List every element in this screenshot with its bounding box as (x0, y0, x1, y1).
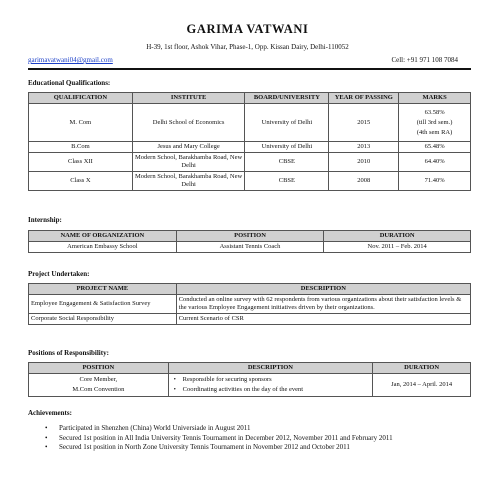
cell-year: 2013 (329, 142, 399, 153)
cell-institute: Delhi School of Economics (132, 104, 245, 142)
col-duration: DURATION (324, 231, 471, 242)
cell-qualification: Class XII (29, 153, 133, 172)
cell-year: 2008 (329, 172, 399, 191)
cell-description: Conducted an online survey with 62 respondents from various organizations about their satisfaction levels & the various Employee Engagement initiatives driven by their organizations. (176, 295, 470, 314)
list-item: • Coordinating activities on the day of the event (171, 385, 371, 395)
position-title: Core Member, (79, 376, 118, 383)
table-row (29, 374, 471, 397)
email-link[interactable]: garimavatwani04@gmail.com (28, 56, 113, 64)
table-row (29, 104, 471, 142)
cell-institute: Jesus and Mary College (132, 142, 245, 153)
col-institute: INSTITUTE (132, 93, 245, 104)
education-header-row (29, 93, 471, 104)
col-organization: NAME OF ORGANIZATION (29, 231, 177, 242)
table-row (29, 153, 471, 172)
list-item: • Secured 1st position in All India University Tennis Tournament in December 2012, November 2011 and February 2011 (43, 434, 468, 444)
cell-board: CBSE (245, 172, 329, 191)
col-marks: MARKS (399, 93, 471, 104)
responsibility-list (171, 375, 371, 395)
marks-note: (till 3rd sem.) (416, 118, 453, 126)
education-heading: Educational Qualifications: (28, 79, 111, 87)
address: H-39, 1st floor, Ashok Vihar, Phase-1, Opp. Kissan Dairy, Delhi-110052 (146, 43, 349, 51)
cell-board: University of Delhi (245, 142, 329, 153)
cell-project-name: Corporate Social Responsibility (29, 314, 177, 325)
positions-heading: Positions of Responsibility: (28, 349, 109, 357)
marks-note: (4th sem RA) (416, 128, 453, 136)
cell-board: University of Delhi (245, 104, 329, 142)
header-divider (28, 68, 471, 70)
col-board: BOARD/UNIVERSITY (245, 93, 329, 104)
internship-header-row (29, 231, 471, 242)
internship-heading: Internship: (28, 216, 62, 224)
col-year: YEAR OF PASSING (329, 93, 399, 104)
cell-institute: Modern School, Barakhamba Road, New Delhi (132, 153, 245, 172)
candidate-name: GARIMA VATWANI (186, 22, 309, 36)
table-row (29, 314, 471, 325)
cell-position: Assistant Tennis Coach (176, 242, 324, 253)
col-position: POSITION (29, 363, 169, 374)
col-project-name: PROJECT NAME (29, 284, 177, 295)
projects-header-row (29, 284, 471, 295)
contact-line (28, 56, 458, 64)
cell-year: 2010 (329, 153, 399, 172)
col-description: DESCRIPTION (168, 363, 373, 374)
cell-marks: 71.40% (399, 172, 471, 191)
cell-qualification: M. Com (29, 104, 133, 142)
marks-value: 63.58% (424, 108, 445, 116)
table-row (29, 172, 471, 191)
position-event: M.Com Convention (72, 386, 125, 393)
cell-number: Cell: +91 971 108 7084 (391, 56, 458, 64)
projects-table (28, 283, 471, 325)
col-description: DESCRIPTION (176, 284, 470, 295)
table-row (29, 295, 471, 314)
list-item: • Secured 1st position in North Zone University Tennis Tournament in November 2012 and October 2011 (43, 443, 468, 453)
positions-table (28, 362, 471, 397)
cell-project-name: Employee Engagement & Satisfaction Survey (29, 295, 177, 314)
col-position: POSITION (176, 231, 324, 242)
table-row (29, 242, 471, 253)
table-row (29, 142, 471, 153)
cell-marks: 64.40% (399, 153, 471, 172)
education-table (28, 92, 471, 191)
cell-marks (399, 104, 471, 142)
list-item: • Responsible for securing sponsors (171, 375, 371, 385)
cell-year: 2015 (329, 104, 399, 142)
projects-heading: Project Undertaken: (28, 270, 90, 278)
col-duration: DURATION (373, 363, 471, 374)
cell-description (168, 374, 373, 397)
cell-board: CBSE (245, 153, 329, 172)
achievements-list (43, 424, 468, 453)
col-qualification: QUALIFICATION (29, 93, 133, 104)
cell-organization: American Embassy School (29, 242, 177, 253)
cell-qualification: Class X (29, 172, 133, 191)
internship-table (28, 230, 471, 253)
cell-institute: Modern School, Barakhamba Road, New Delhi (132, 172, 245, 191)
achievements-heading: Achievements: (28, 409, 72, 417)
cell-duration: Jan, 2014 – April. 2014 (373, 374, 471, 397)
cell-position (29, 374, 169, 397)
positions-header-row (29, 363, 471, 374)
cell-marks: 65.48% (399, 142, 471, 153)
list-item: • Participated in Shenzhen (China) World Universiade in August 2011 (43, 424, 468, 434)
cell-qualification: B.Com (29, 142, 133, 153)
cell-description: Current Scenario of CSR (176, 314, 470, 325)
cell-duration: Nov. 2011 – Feb. 2014 (324, 242, 471, 253)
